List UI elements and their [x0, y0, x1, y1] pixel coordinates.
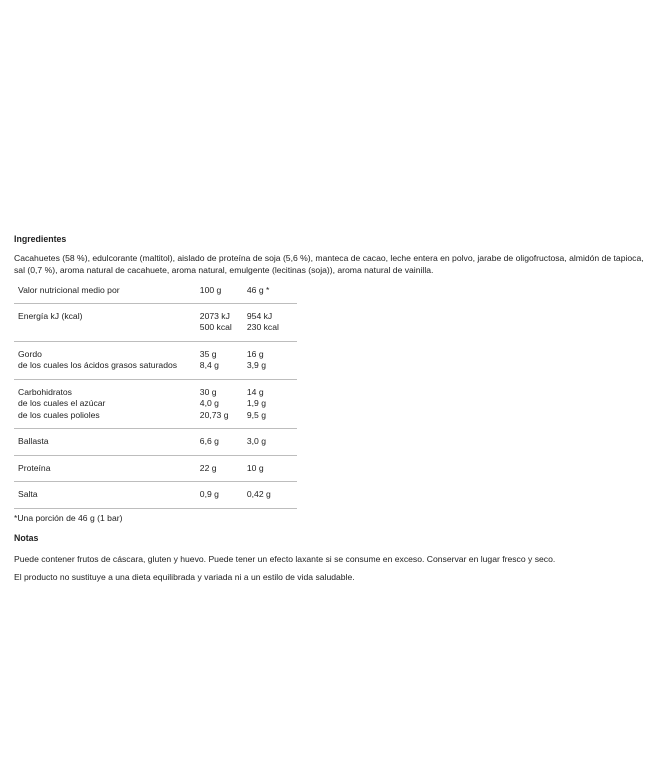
- nutrition-row-carbs: [14, 379, 297, 429]
- row-label: Energía kJ (kcal): [18, 310, 83, 321]
- nutrition-row-energy: [14, 303, 297, 341]
- portion-value: 1,9 g: [246, 398, 267, 408]
- ingredients-text: Cacahuetes (58 %), edulcorante (maltitol), aislado de proteína de soja (5,6 %), manteca de cacao, leche entera en polvo, jarabe de oligofructosa, almidón de tapioca, sal (0,7 %), aroma natural de cacahuete, aroma natural, emulgente (lecitinas (soja)), aroma natural de vainilla.: [14, 253, 644, 275]
- portion-value: 3,9 g: [246, 360, 267, 370]
- note-text: El producto no sustituye a una dieta equilibrada y variada ni a un estilo de vida saludable.: [14, 571, 355, 582]
- portion-footnote: *Una porción de 46 g (1 bar): [14, 512, 123, 523]
- note-text: Puede contener frutos de cáscara, gluten y huevo. Puede tener un efecto laxante si se consume en exceso. Conservar en lugar fresco y seco.: [14, 553, 556, 564]
- nutrition-row-protein: [14, 455, 297, 482]
- header-per100: 100 g: [196, 282, 243, 303]
- nutrition-table: [14, 282, 297, 509]
- header-portion: 46 g *: [243, 282, 297, 303]
- per100-value: 4,0 g: [199, 398, 219, 408]
- row-sublabel: de los cuales polioles: [18, 409, 100, 420]
- row-label: Salta: [14, 482, 196, 509]
- per100-value: 8,4 g: [199, 360, 219, 370]
- portion-value: 0,42 g: [243, 482, 297, 509]
- per100-value: 6,6 g: [196, 429, 243, 456]
- per100-value: 22 g: [196, 455, 243, 482]
- portion-value: 3,0 g: [243, 429, 297, 456]
- nutrition-header-row: [14, 282, 297, 303]
- nutrition-row-fiber: [14, 429, 297, 456]
- per100-value: 0,9 g: [196, 482, 243, 509]
- nutrition-row-fat: [14, 341, 297, 379]
- per100-value: 500 kcal: [199, 322, 232, 332]
- portion-value: 10 g: [243, 455, 297, 482]
- row-sublabel: de los cuales los ácidos grasos saturados: [18, 360, 178, 370]
- row-label: Proteína: [14, 455, 196, 482]
- portion-value: 9,5 g: [246, 409, 267, 420]
- per100-value: 35 g: [199, 348, 217, 359]
- row-sublabel: de los cuales el azúcar: [18, 398, 106, 408]
- header-label: Valor nutricional medio por: [14, 282, 196, 303]
- portion-value: 16 g: [246, 348, 264, 359]
- row-label: Ballasta: [14, 429, 196, 456]
- per100-value: 30 g: [199, 386, 217, 397]
- portion-value: 230 kcal: [246, 322, 279, 332]
- row-label: Carbohidratos: [18, 386, 72, 397]
- per100-value: 2073 kJ: [199, 310, 230, 321]
- notes-heading: Notas: [14, 532, 39, 543]
- product-info: [14, 233, 654, 589]
- ingredients-heading: Ingredientes: [14, 234, 67, 244]
- portion-value: 14 g: [246, 386, 264, 397]
- per100-value: 20,73 g: [199, 409, 229, 420]
- portion-value: 954 kJ: [246, 310, 273, 321]
- nutrition-row-salt: [14, 482, 297, 509]
- row-label: Gordo: [18, 348, 42, 359]
